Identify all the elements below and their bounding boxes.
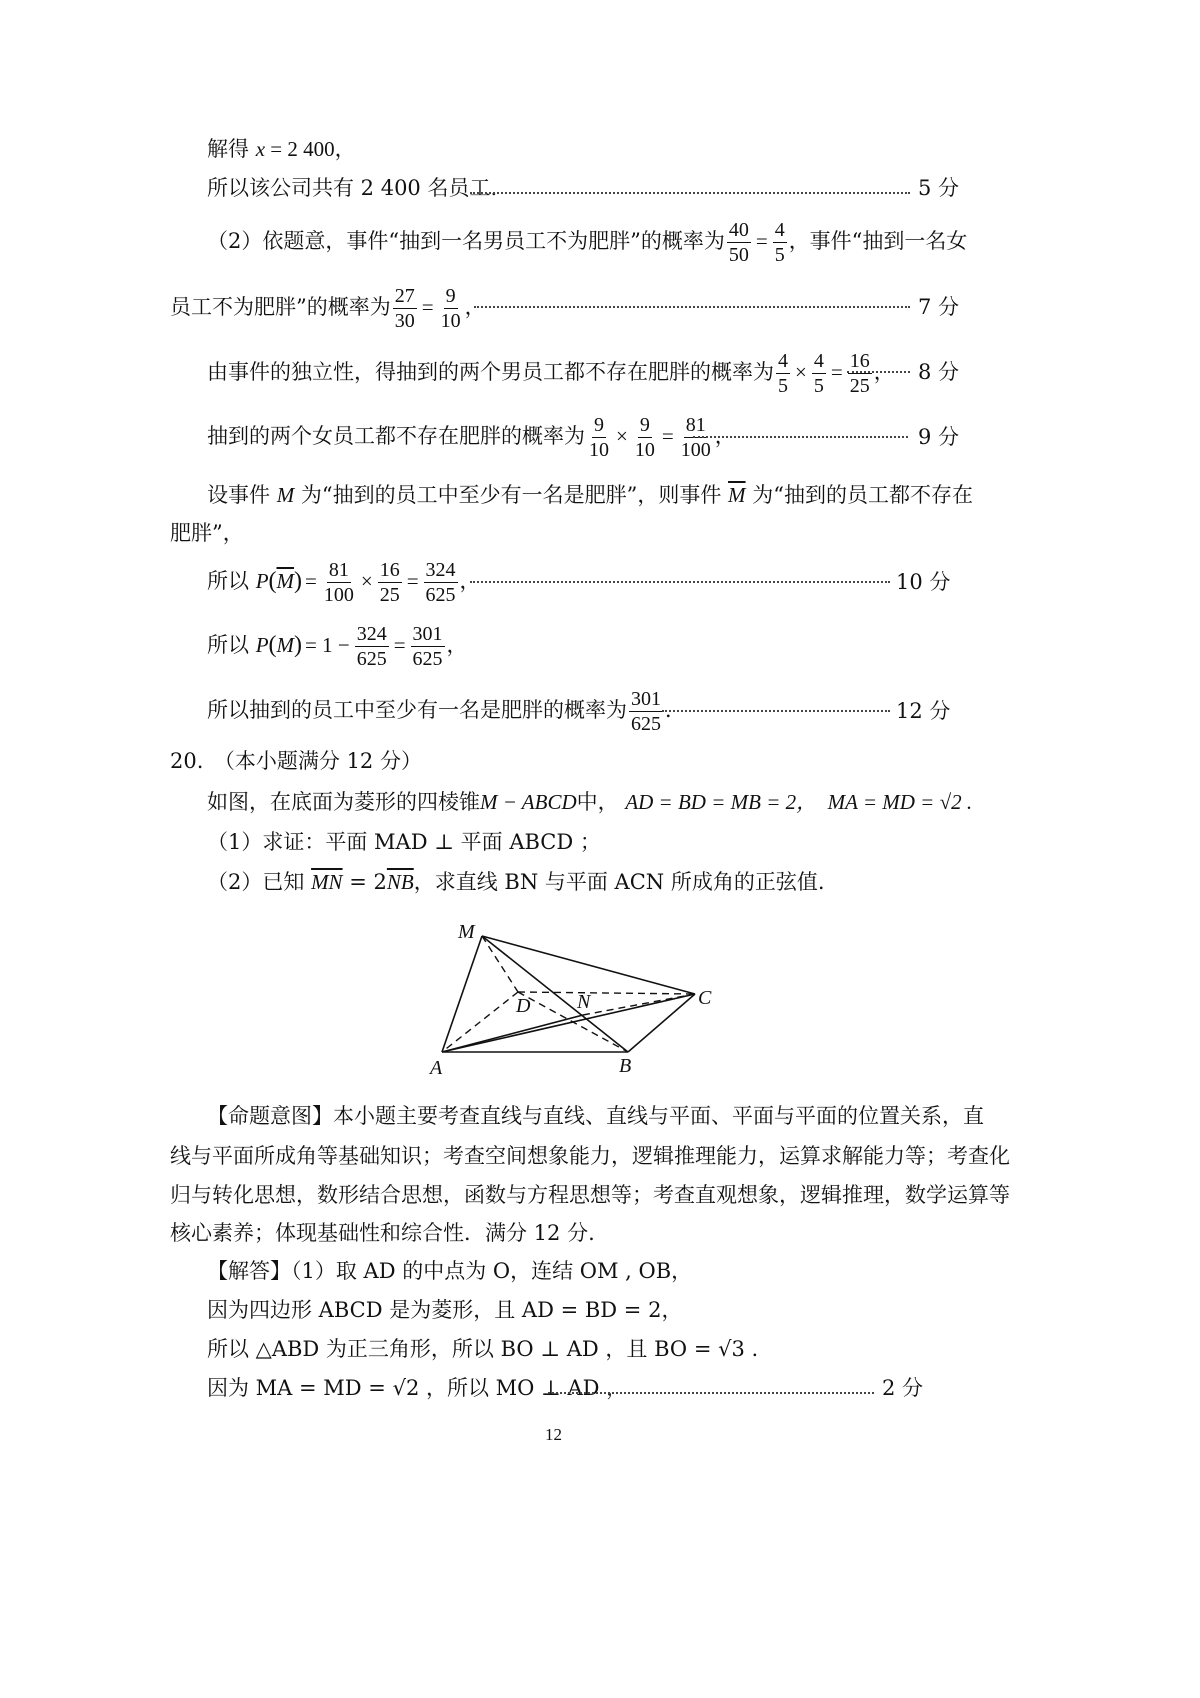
text: 设事件 <box>207 483 270 507</box>
text: 为“抽到的员工都不存在 <box>752 483 973 507</box>
fraction-324-625: $\frac{324}{625}$ <box>425 559 456 606</box>
fraction-16-25: $\frac{16}{25}$ <box>379 559 400 606</box>
vector-NB: $\overline{NB}$ <box>386 870 414 894</box>
math-M-bar: $\overline{M}$ <box>728 483 746 507</box>
fraction-81-100: $\frac{81}{100}$ <box>323 559 354 606</box>
fraction-301-625: $\frac{301}{625}$ <box>631 688 661 735</box>
score-2: 2 分 <box>882 1376 924 1400</box>
fraction-9-10: $\frac{9}{10}$ <box>589 414 609 461</box>
math-x-value: x = 2 400， <box>255 137 356 161</box>
fraction-324-625: $\frac{324}{625}$ <box>356 623 387 670</box>
event-m-definition-cont: 肥胖”， <box>170 521 244 545</box>
text: ，事件“抽到一名女 <box>788 229 968 253</box>
fraction-27-30: $\frac{27}{30}$ <box>394 285 415 332</box>
score-10: 10 分 <box>896 570 951 594</box>
text: （2）依题意，事件“抽到一名男员工不为肥胖”的概率为 <box>207 229 725 253</box>
question-20-part1: （1）求证：平面 MAD ⊥ 平面 ABCD ； <box>207 830 601 854</box>
math-M: M <box>276 483 295 507</box>
solution-line-x <box>207 136 356 162</box>
fraction-81-100: $\frac{81}{100}$ <box>680 414 711 461</box>
intent-line-3: 归与转化思想，数形结合思想，函数与方程思想等；考查直观想象，逻辑推理，数学运算等 <box>170 1183 1010 1207</box>
question-20-title: 20. （本小题满分 12 分） <box>170 749 422 773</box>
question-20-part2: （2）已知 $\overline{MN} = 2\overline{NB}$，求直线 BN 与平面 ACN 所成角的正弦值. <box>207 870 825 894</box>
label-B: B <box>619 1055 632 1077</box>
p-m-line: 所以 P(M) = 1 − $\frac{324}{625}$ = $\frac{301}{625}$ ， <box>207 623 468 670</box>
solution-line-total: 所以该公司共有 2 400 名员工. <box>207 176 498 200</box>
intent-line-1: 【命题意图】本小题主要考查直线与直线、直线与平面、平面与平面的位置关系，直 <box>207 1104 984 1128</box>
leader-dots <box>470 190 910 194</box>
fraction-9-10: $\frac{9}{10}$ <box>440 285 461 332</box>
page-number: 12 <box>545 1425 562 1444</box>
fraction-4-5: $\frac{4}{5}$ <box>813 350 824 397</box>
intent-line-4: 核心素养；体现基础性和综合性．满分 12 分. <box>170 1221 595 1245</box>
fraction-9-10: $\frac{9}{10}$ <box>634 414 655 461</box>
edge-DB <box>518 992 628 1052</box>
segment-NC <box>583 994 695 1015</box>
female-prob-line: 员工不为肥胖”的概率为 $\frac{27}{30}$ = $\frac{9}{10}$ ， <box>170 285 486 332</box>
score-12: 12 分 <box>896 699 951 723</box>
edge-DC <box>518 992 695 994</box>
fraction-40-50: $\frac{40}{50}$ <box>728 219 749 266</box>
leader-dots <box>474 304 910 308</box>
text: ，求直线 BN 与平面 ACN 所成角的正弦值. <box>413 870 825 894</box>
score-5: 5 分 <box>918 176 960 200</box>
edge-BC <box>628 994 695 1052</box>
label-D: D <box>516 995 531 1017</box>
text: 为“抽到的员工中至少有一名是肥胖”，则事件 <box>300 483 722 507</box>
text: （2）已知 <box>207 870 305 894</box>
score-9: 9 分 <box>918 425 960 449</box>
edge-MB <box>482 936 628 1052</box>
leader-dots <box>548 1390 874 1394</box>
text: 解得 <box>207 137 249 161</box>
fraction-4-5: $\frac{4}{5}$ <box>778 350 788 397</box>
intent-line-2: 线与平面所成角等基础知识；考查空间想象能力，逻辑推理能力，运算求解能力等；考查化 <box>170 1144 1010 1168</box>
leader-dots <box>847 369 910 373</box>
fraction-16-25: $\frac{16}{25}$ <box>849 350 870 397</box>
vector-MN: $\overline{MN}$ <box>311 870 343 894</box>
p-mbar-line: 所以 $P(\overline{M})$ = $\frac{81}{100}$ × $\frac{16}{25}$ = $\frac{324}{625}$ ， <box>207 559 481 606</box>
answer-line-3: 所以 △ABD 为正三角形，所以 BO ⊥ AD ，且 BO = √3 . <box>207 1337 759 1361</box>
fraction-301-625: $\frac{301}{625}$ <box>412 623 443 670</box>
label-M: M <box>458 921 475 943</box>
leader-dots <box>470 579 890 583</box>
text: 如图，在底面为菱形的四棱锥 <box>207 790 480 814</box>
edge-AC <box>442 994 695 1052</box>
answer-line-1: 【解答】（1）取 AD 的中点为 O，连结 OM , OB， <box>207 1259 693 1283</box>
question-20-stem <box>207 789 972 815</box>
label-C: C <box>698 987 712 1009</box>
pyramid-figure <box>420 912 720 1082</box>
female-independence-line: 抽到的两个女员工都不存在肥胖的概率为 $\frac{9}{10}$ × $\frac{9}{10}$ = $\frac{81}{100}$ ， <box>207 414 736 461</box>
leader-dots <box>662 708 890 712</box>
segment-AN <box>442 1015 583 1052</box>
text: 抽到的两个女员工都不存在肥胖的概率为 <box>207 424 585 448</box>
event-m-definition <box>207 482 973 508</box>
label-N: N <box>577 991 591 1013</box>
score-8: 8 分 <box>918 360 960 384</box>
final-prob-line: 所以抽到的员工中至少有一名是肥胖的概率为 $\frac{301}{625}$ ． <box>207 688 686 735</box>
text: 由事件的独立性，得抽到的两个男员工都不存在肥胖的概率为 <box>207 360 774 384</box>
text: 所以抽到的员工中至少有一名是肥胖的概率为 <box>207 698 627 722</box>
score-7: 7 分 <box>918 295 960 319</box>
edge-MA <box>442 936 482 1052</box>
answer-line-2: 因为四边形 ABCD 是为菱形，且 AD = BD = 2， <box>207 1298 683 1322</box>
edge-MC <box>482 936 695 994</box>
answer-line-4: 因为 MA = MD = √2 ，所以 MO ⊥ AD ， <box>207 1376 628 1400</box>
fraction-4-5: $\frac{4}{5}$ <box>774 219 785 266</box>
text: 所以 <box>207 569 249 593</box>
math-pyramid: M − ABCD <box>480 790 577 814</box>
text: 所以 <box>207 633 249 657</box>
male-independence-line: 由事件的独立性，得抽到的两个男员工都不存在肥胖的概率为 $\frac{4}{5}$ × $\frac{4}{5}$ = $\frac{16}{25}$ ， <box>207 350 895 397</box>
math-conditions: AD = BD = MB = 2， MA = MD = √2 . <box>625 790 973 814</box>
part2-line: （2）依题意，事件“抽到一名男员工不为肥胖”的概率为 $\frac{40}{50}$ = $\frac{4}{5}$ ，事件“抽到一名女 <box>207 219 968 266</box>
text: 中， <box>576 790 619 814</box>
text: 员工不为肥胖”的概率为 <box>170 295 391 319</box>
leader-dots <box>693 434 908 438</box>
label-A: A <box>430 1057 443 1079</box>
